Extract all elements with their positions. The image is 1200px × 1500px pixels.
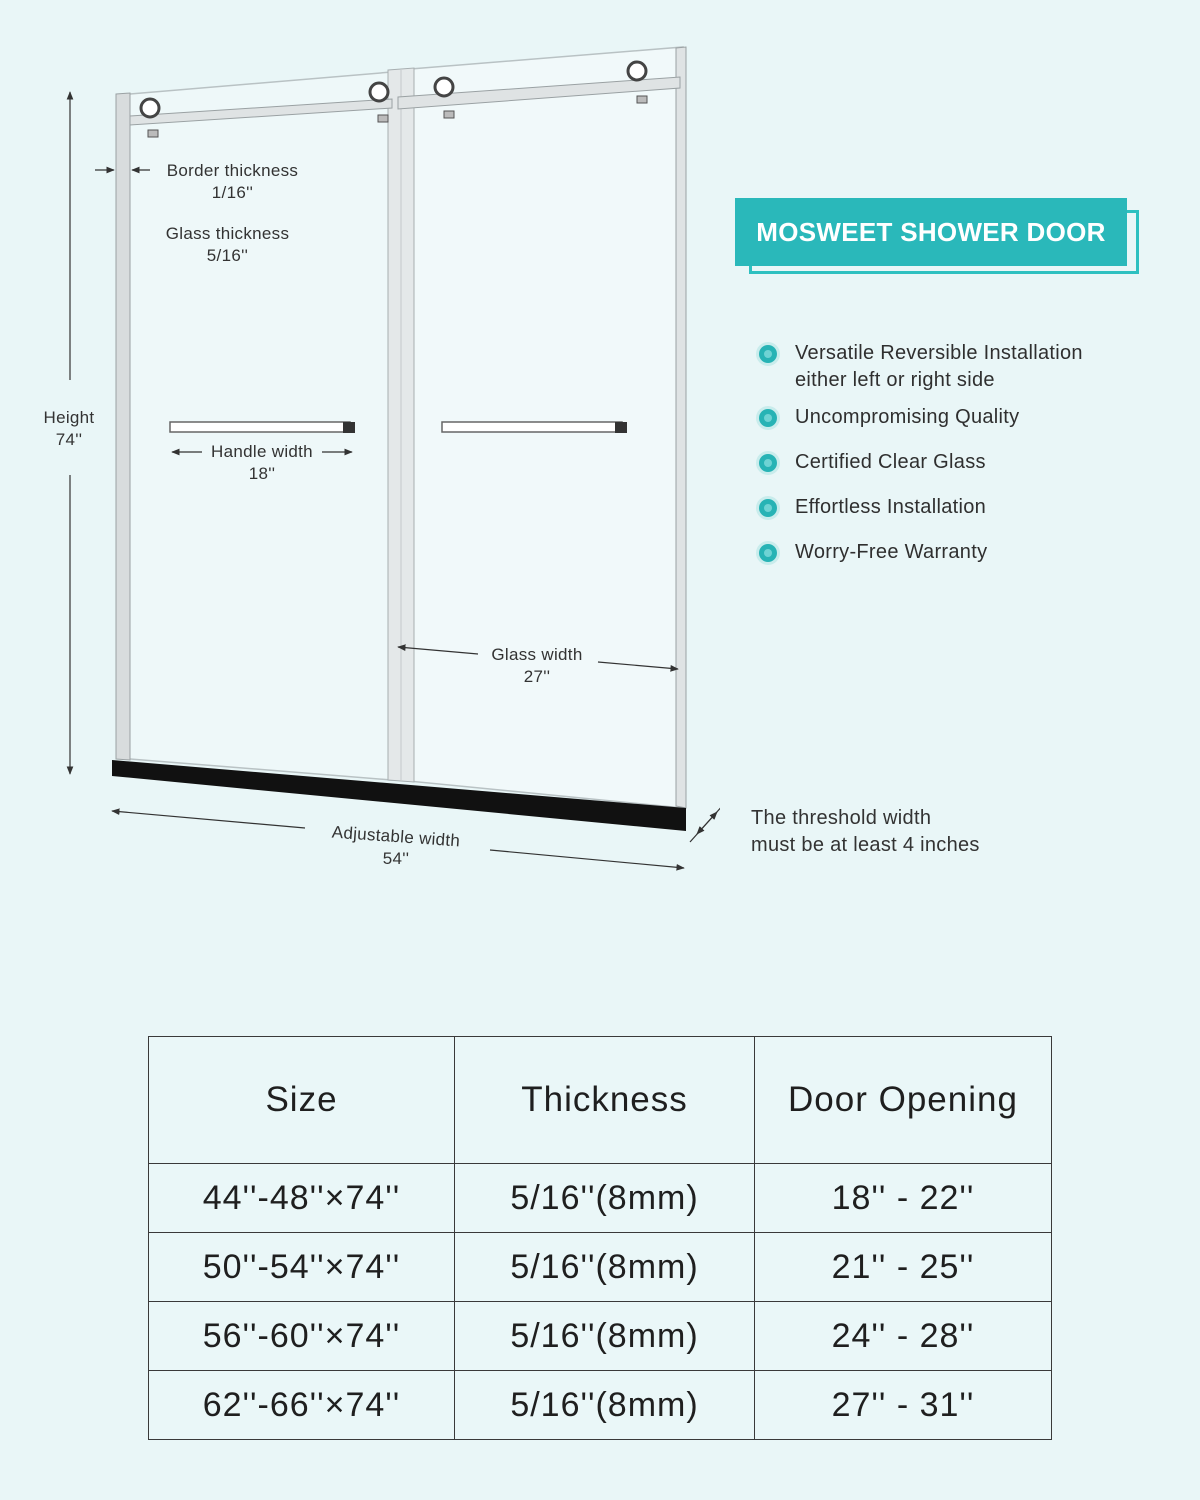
- bullet-icon: [759, 409, 777, 427]
- cell-size: 50''-54''×74'': [149, 1233, 455, 1302]
- cell-size: 62''-66''×74'': [149, 1371, 455, 1440]
- cell-door-opening: 21'' - 25'': [755, 1233, 1052, 1302]
- bullet-icon: [759, 544, 777, 562]
- feature-item: Uncompromising Quality: [756, 404, 1156, 431]
- handle-right: [442, 422, 627, 433]
- threshold-note: [751, 805, 980, 859]
- height-label: Height 74'': [43, 408, 95, 449]
- brand-badge: [735, 198, 1141, 278]
- bullet-icon: [759, 499, 777, 517]
- cell-thickness: 5/16''(8mm): [455, 1371, 755, 1440]
- bullet-icon: [759, 454, 777, 472]
- header-thickness: Thickness: [455, 1037, 755, 1164]
- cell-thickness: 5/16''(8mm): [455, 1302, 755, 1371]
- border-thickness-label: Border thickness 1/16'': [166, 161, 299, 202]
- adjustable-width-label: Adjustable width 54'': [331, 822, 461, 868]
- table-row: [149, 1233, 1052, 1302]
- handle-width-label: Handle width 18'': [211, 442, 313, 483]
- table-header-row: [149, 1037, 1052, 1164]
- header-door-opening: Door Opening: [755, 1037, 1052, 1164]
- left-border-frame: [116, 93, 130, 760]
- badge-title: MOSWEET SHOWER DOOR: [735, 198, 1127, 266]
- cell-door-opening: 24'' - 28'': [755, 1302, 1052, 1371]
- table-row: [149, 1371, 1052, 1440]
- cell-thickness: 5/16''(8mm): [455, 1164, 755, 1233]
- feature-item: Worry-Free Warranty: [756, 539, 1156, 566]
- cell-size: 56''-60''×74'': [149, 1302, 455, 1371]
- cell-door-opening: 27'' - 31'': [755, 1371, 1052, 1440]
- threshold-note-line1: The threshold width: [751, 807, 932, 829]
- cell-thickness: 5/16''(8mm): [455, 1233, 755, 1302]
- table-row: [149, 1164, 1052, 1233]
- cell-door-opening: 18'' - 22'': [755, 1164, 1052, 1233]
- feature-list: [756, 340, 1156, 584]
- table-row: [149, 1302, 1052, 1371]
- bullet-icon: [759, 345, 777, 363]
- threshold-note-line2: must be at least 4 inches: [751, 834, 980, 856]
- handle-left: [170, 422, 355, 433]
- feature-item: Versatile Reversible Installation either left or right side: [756, 340, 1156, 394]
- glass-thickness-label: Glass thickness 5/16'': [165, 224, 290, 265]
- shower-door-diagram: [0, 0, 720, 900]
- size-spec-table: [148, 1036, 1052, 1440]
- cell-size: 44''-48''×74'': [149, 1164, 455, 1233]
- glass-width-label: Glass width 27'': [491, 645, 583, 686]
- header-size: Size: [149, 1037, 455, 1164]
- feature-item: Certified Clear Glass: [756, 449, 1156, 476]
- feature-item: Effortless Installation: [756, 494, 1156, 521]
